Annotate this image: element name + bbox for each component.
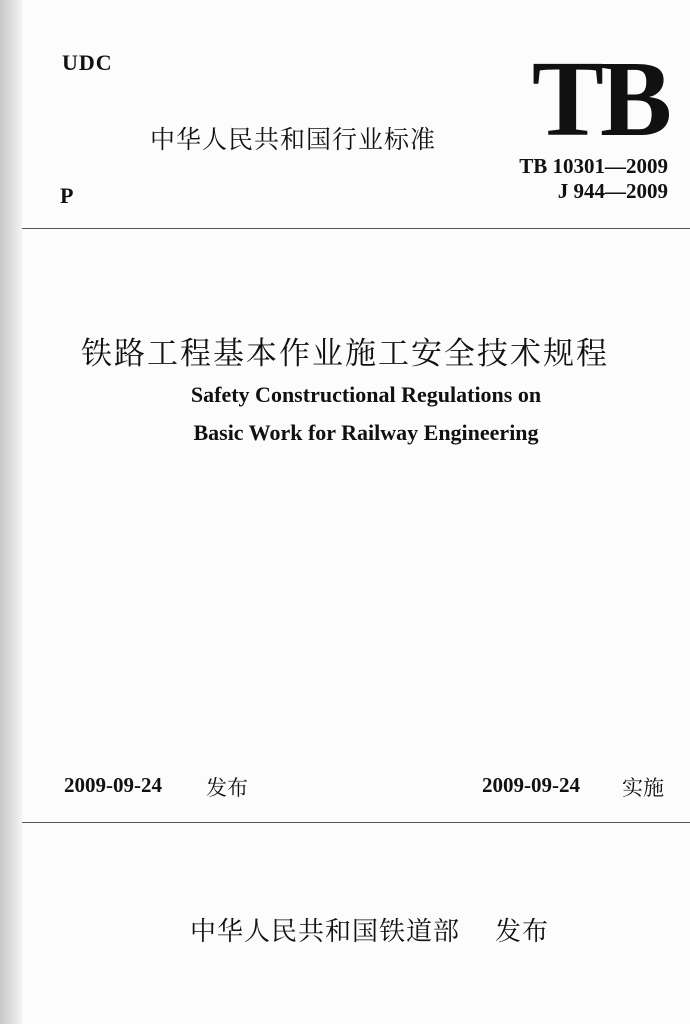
- top-divider: [22, 228, 690, 229]
- effective-date: 2009-09-24: [482, 773, 580, 797]
- publisher-name: 中华人民共和国铁道部: [190, 917, 461, 947]
- document-title-english-line1: Safety Constructional Regulations on: [190, 382, 542, 407]
- document-title-english-line2: Basic Work for Railway Engineering: [193, 420, 539, 445]
- book-spine-shadow: [0, 0, 22, 1024]
- publisher-label: 发布: [495, 917, 550, 947]
- document-title-chinese: 铁路工程基本作业施工安全技术规程: [81, 336, 609, 372]
- effective-label: 实施: [622, 776, 664, 800]
- record-number: J 944—2009: [557, 179, 668, 203]
- industry-standard-heading: 中华人民共和国行业标准: [150, 125, 437, 154]
- issue-label: 发布: [206, 776, 248, 800]
- standard-mark-logo: TB: [531, 40, 668, 159]
- classification-code: P: [60, 183, 74, 208]
- bottom-divider: [22, 822, 690, 823]
- udc-label: UDC: [62, 50, 113, 75]
- standard-number: TB 10301—2009: [519, 154, 668, 178]
- issue-date: 2009-09-24: [64, 773, 162, 797]
